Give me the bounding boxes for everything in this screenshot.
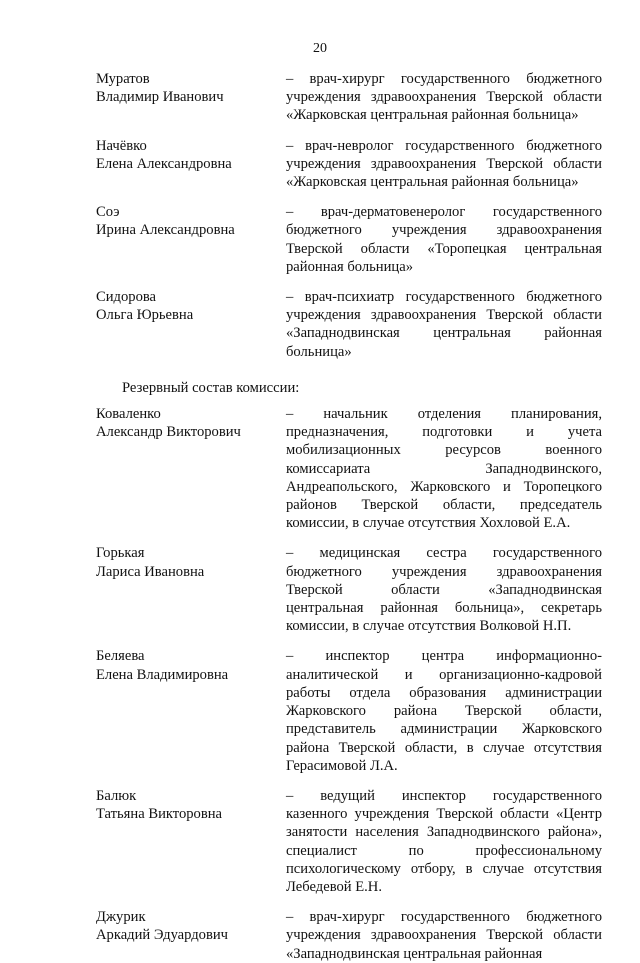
position-line: комиссариата Западнодвинского,	[286, 460, 602, 477]
member-position	[286, 787, 602, 896]
position-line: Тверской области «Торопецкая центральная	[286, 240, 602, 257]
member-position	[286, 288, 602, 361]
member-position	[286, 405, 602, 532]
position-line: психологическому отбору, в случае отсутствия	[286, 860, 602, 877]
member-position	[286, 137, 602, 192]
position-line: – врач-хирург государственного бюджетного	[286, 71, 602, 87]
position-line: – начальник отделения планирования,	[286, 406, 602, 423]
member-entry	[96, 137, 602, 192]
member-entry	[96, 544, 602, 635]
member-name	[96, 647, 286, 774]
position-line: – врач-невролог государственного бюджетного	[286, 137, 602, 154]
reserve-section-title: Резервный состав комиссии:	[122, 379, 300, 396]
position-line: учреждения здравоохранения Тверской области	[286, 89, 602, 106]
position-line: Тверской области «Западнодвинская	[286, 581, 602, 598]
position-line: Жарковского района Тверской области,	[286, 703, 602, 720]
member-position	[286, 70, 602, 125]
member-position	[286, 203, 602, 276]
position-line: больница»	[286, 343, 352, 360]
member-surname: Соэ	[96, 204, 120, 221]
position-line: аналитической и организационно-кадровой	[286, 666, 602, 683]
member-entry	[96, 203, 602, 276]
commission-list	[96, 70, 602, 963]
position-line: предназначения, подготовки и учета	[286, 424, 602, 441]
member-entry	[96, 70, 602, 125]
member-entry	[96, 647, 602, 774]
member-name	[96, 288, 286, 361]
page-number: 20	[313, 41, 327, 56]
position-line: районная больница»	[286, 258, 414, 275]
member-surname: Муратов	[96, 71, 150, 87]
position-line: – инспектор центра информационно-	[286, 648, 602, 665]
position-line: учреждения здравоохранения Тверской области	[286, 307, 602, 324]
member-given-names: Ольга Юрьевна	[96, 307, 194, 324]
position-line: – медицинская сестра государственного	[286, 545, 602, 562]
position-line: «Западнодвинская центральная районная	[286, 325, 602, 342]
position-line: бюджетного учреждения здравоохранения	[286, 222, 602, 239]
position-line: комиссии, в случае отсутствия Волковой Н.П.	[286, 618, 572, 635]
position-line: центральная районная больница», секретарь	[286, 600, 602, 617]
position-line: – врач-дерматовенеролог государственного	[286, 204, 602, 221]
reserve-members-section	[96, 405, 602, 963]
position-line: мобилизационных ресурсов военного	[286, 442, 602, 459]
member-name	[96, 787, 286, 896]
position-line: специалист по профессиональному	[286, 842, 602, 859]
member-surname: Начёвко	[96, 137, 147, 154]
member-surname: Джурик	[96, 909, 146, 926]
position-line: казенного учреждения Тверской области «Центр	[286, 806, 602, 823]
position-line: «Жарковская центральная районная больница»	[286, 174, 579, 191]
position-line: «Жарковская центральная районная больница»	[286, 107, 579, 124]
position-line: Лебедевой Е.Н.	[286, 878, 382, 895]
position-line: «Западнодвинская центральная районная	[286, 945, 543, 962]
member-given-names: Татьяна Викторовна	[96, 806, 223, 823]
member-given-names: Владимир Иванович	[96, 89, 224, 106]
member-position	[286, 908, 602, 963]
position-line: занятости населения Западнодвинского района»,	[286, 824, 602, 841]
member-given-names: Аркадий Эдуардович	[96, 927, 229, 944]
member-entry	[96, 288, 602, 361]
position-line: – врач-психиатр государственного бюджетного	[286, 289, 602, 306]
member-surname: Беляева	[96, 648, 145, 665]
member-surname: Сидорова	[96, 289, 157, 306]
member-given-names: Елена Александровна	[96, 155, 232, 172]
member-position	[286, 647, 602, 774]
position-line: представитель администрации Жарковского	[286, 721, 602, 738]
position-line: учреждения здравоохранения Тверской области	[286, 927, 602, 944]
member-surname: Балюк	[96, 787, 137, 804]
main-members-section	[96, 70, 602, 361]
member-surname: Горькая	[96, 545, 145, 562]
position-line: учреждения здравоохранения Тверской области	[286, 155, 602, 172]
member-name	[96, 544, 286, 635]
member-given-names: Елена Владимировна	[96, 666, 229, 683]
member-entry	[96, 908, 602, 963]
member-name	[96, 405, 286, 532]
member-name	[96, 203, 286, 276]
position-line: работы отдела образования администрации	[286, 684, 602, 701]
position-line: района Тверской области, в случае отсутствия	[286, 739, 602, 756]
member-given-names: Лариса Ивановна	[96, 563, 205, 580]
member-given-names: Ирина Александровна	[96, 222, 235, 239]
member-name	[96, 908, 286, 963]
member-name	[96, 70, 286, 125]
position-line: Герасимовой Л.А.	[286, 757, 398, 774]
position-line: – ведущий инспектор государственного	[286, 787, 602, 804]
member-given-names: Александр Викторович	[96, 424, 241, 441]
member-surname: Коваленко	[96, 406, 161, 423]
position-line: районов Тверской области, председатель	[286, 497, 602, 514]
member-position	[286, 544, 602, 635]
position-line: Андреапольского, Жарковского и Торопецкого	[286, 478, 602, 495]
member-entry	[96, 405, 602, 532]
position-line: – врач-хирург государственного бюджетного	[286, 909, 602, 926]
member-entry	[96, 787, 602, 896]
position-line: бюджетного учреждения здравоохранения	[286, 563, 602, 580]
position-line: комиссии, в случае отсутствия Хохловой Е.А.	[286, 515, 571, 532]
member-name	[96, 137, 286, 192]
